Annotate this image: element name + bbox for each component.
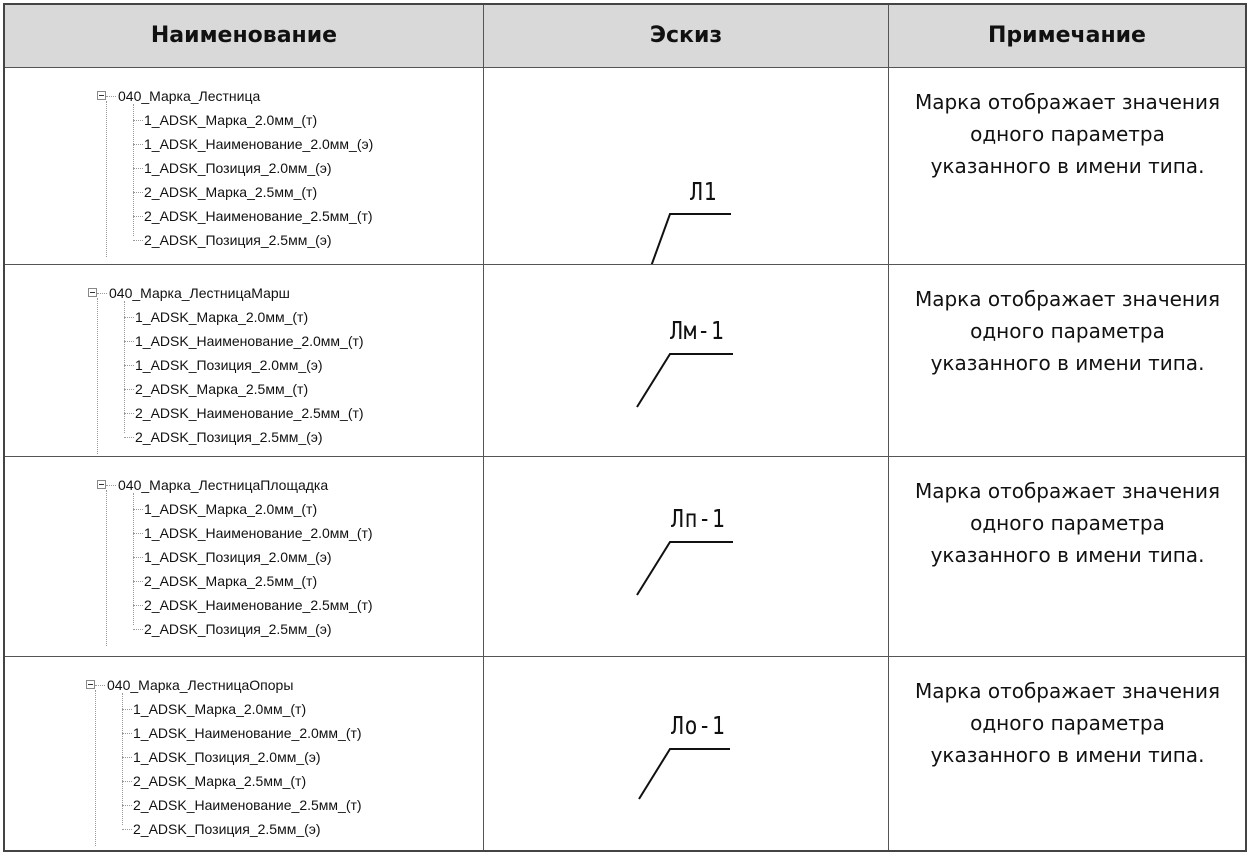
note-line: Марка отображает значения xyxy=(914,90,1221,114)
note-text xyxy=(890,475,1245,571)
tree-connector xyxy=(122,781,132,782)
tree-connector xyxy=(133,629,143,630)
type-tree xyxy=(5,68,483,265)
tree-child-item[interactable]: 1_ADSK_Наименование_2.0мм_(т) xyxy=(133,725,362,741)
mark-label: Лп-1 xyxy=(671,504,726,533)
tree-connector xyxy=(133,557,143,558)
tree-child-item[interactable]: 1_ADSK_Марка_2.0мм_(т) xyxy=(144,501,318,517)
tree-connector xyxy=(97,293,107,294)
type-tree xyxy=(5,657,483,850)
tree-connector xyxy=(122,733,132,734)
mark-label: Л1 xyxy=(690,177,718,206)
tree-child-item[interactable]: 1_ADSK_Позиция_2.0мм_(э) xyxy=(133,749,321,765)
tree-connector xyxy=(133,533,143,534)
tree-child-item[interactable]: 2_ADSK_Наименование_2.5мм_(т) xyxy=(144,597,373,613)
collapse-icon[interactable] xyxy=(97,480,106,489)
tree-child-item[interactable]: 2_ADSK_Позиция_2.5мм_(э) xyxy=(135,429,323,445)
header-sketch: Эскиз xyxy=(649,23,723,48)
table-row xyxy=(5,657,1245,850)
note-line: указанного в имени типа. xyxy=(930,543,1205,567)
tree-child-item[interactable]: 1_ADSK_Наименование_2.0мм_(т) xyxy=(144,525,373,541)
tree-connector xyxy=(133,192,143,193)
leader-line xyxy=(645,214,731,265)
tree-child-item[interactable]: 2_ADSK_Марка_2.5мм_(т) xyxy=(144,184,318,200)
type-tree xyxy=(5,265,483,457)
tree-connector xyxy=(133,240,143,241)
sketch-cell xyxy=(485,457,889,657)
note-text xyxy=(890,86,1245,182)
header-name: Наименование xyxy=(150,23,338,48)
note-line: Марка отображает значения xyxy=(914,679,1221,703)
type-tree xyxy=(5,457,483,657)
table-header xyxy=(5,5,1245,68)
note-line: Марка отображает значения xyxy=(914,479,1221,503)
note-line: Марка отображает значения xyxy=(914,287,1221,311)
tree-child-item[interactable]: 2_ADSK_Марка_2.5мм_(т) xyxy=(135,381,309,397)
table-row xyxy=(5,457,1245,657)
tree-child-item[interactable]: 2_ADSK_Позиция_2.5мм_(э) xyxy=(144,232,332,248)
type-table xyxy=(3,3,1247,852)
tree-connector xyxy=(95,690,96,846)
sketch-cell xyxy=(485,657,889,850)
tree-connector xyxy=(133,581,143,582)
tree-connector xyxy=(124,437,134,438)
leader-line xyxy=(639,749,730,799)
note-line: одного параметра xyxy=(970,511,1165,535)
tree-connector xyxy=(122,829,132,830)
tree-child-item[interactable]: 1_ADSK_Марка_2.0мм_(т) xyxy=(135,309,309,325)
leader-drawing xyxy=(485,457,889,657)
note-text xyxy=(890,675,1245,771)
tree-child-item[interactable]: 2_ADSK_Марка_2.5мм_(т) xyxy=(133,773,307,789)
tree-child-item[interactable]: 2_ADSK_Наименование_2.5мм_(т) xyxy=(135,405,364,421)
tree-connector xyxy=(133,168,143,169)
note-line: одного параметра xyxy=(970,122,1165,146)
tree-connector xyxy=(124,413,134,414)
tree-connector xyxy=(97,298,98,454)
tree-root-item[interactable]: 040_Марка_ЛестницаМарш xyxy=(109,285,290,301)
tree-connector xyxy=(124,389,134,390)
tree-connector xyxy=(106,490,107,646)
tree-connector xyxy=(106,96,116,97)
sketch-cell xyxy=(485,265,889,457)
tree-child-item[interactable]: 2_ADSK_Позиция_2.5мм_(э) xyxy=(144,621,332,637)
tree-child-item[interactable]: 2_ADSK_Позиция_2.5мм_(э) xyxy=(133,821,321,837)
header-note: Примечание xyxy=(988,23,1146,48)
mark-label: Ло-1 xyxy=(671,711,726,740)
tree-root-item[interactable]: 040_Марка_ЛестницаПлощадка xyxy=(118,477,329,493)
tree-connector xyxy=(133,509,143,510)
sketch-cell xyxy=(485,68,889,265)
tree-connector xyxy=(122,757,132,758)
collapse-icon[interactable] xyxy=(88,288,97,297)
mark-label: Лм-1 xyxy=(670,316,725,345)
tree-child-item[interactable]: 1_ADSK_Наименование_2.0мм_(т) xyxy=(135,333,364,349)
note-line: одного параметра xyxy=(970,711,1165,735)
tree-child-item[interactable]: 2_ADSK_Наименование_2.5мм_(т) xyxy=(144,208,373,224)
tree-connector xyxy=(124,341,134,342)
tree-connector xyxy=(133,605,143,606)
tree-connector xyxy=(122,709,132,710)
leader-line xyxy=(637,542,733,595)
tree-child-item[interactable]: 1_ADSK_Позиция_2.0мм_(э) xyxy=(144,549,332,565)
tree-child-item[interactable]: 1_ADSK_Позиция_2.0мм_(э) xyxy=(144,160,332,176)
tree-child-item[interactable]: 1_ADSK_Марка_2.0мм_(т) xyxy=(133,701,307,717)
tree-connector xyxy=(122,805,132,806)
leader-drawing xyxy=(485,657,889,850)
tree-child-item[interactable]: 2_ADSK_Марка_2.5мм_(т) xyxy=(144,573,318,589)
note-line: указанного в имени типа. xyxy=(930,154,1205,178)
leader-drawing xyxy=(485,265,889,457)
note-line: указанного в имени типа. xyxy=(930,743,1205,767)
note-line: указанного в имени типа. xyxy=(930,351,1205,375)
tree-child-item[interactable]: 2_ADSK_Наименование_2.5мм_(т) xyxy=(133,797,362,813)
tree-connector xyxy=(133,216,143,217)
tree-root-item[interactable]: 040_Марка_ЛестницаОпоры xyxy=(107,677,294,693)
note-text xyxy=(890,283,1245,379)
note-line: одного параметра xyxy=(970,319,1165,343)
table-row xyxy=(5,68,1245,265)
tree-child-item[interactable]: 1_ADSK_Наименование_2.0мм_(э) xyxy=(144,136,374,152)
tree-child-item[interactable]: 1_ADSK_Позиция_2.0мм_(э) xyxy=(135,357,323,373)
tree-root-item[interactable]: 040_Марка_Лестница xyxy=(118,88,261,104)
tree-connector xyxy=(133,120,143,121)
leader-drawing xyxy=(485,68,889,265)
leader-line xyxy=(637,354,733,407)
tree-connector xyxy=(106,101,107,257)
table-row xyxy=(5,265,1245,457)
tree-connector xyxy=(95,685,105,686)
tree-connector xyxy=(124,365,134,366)
tree-connector xyxy=(106,485,116,486)
tree-connector xyxy=(133,144,143,145)
collapse-icon[interactable] xyxy=(97,91,106,100)
tree-connector xyxy=(124,317,134,318)
tree-child-item[interactable]: 1_ADSK_Марка_2.0мм_(т) xyxy=(144,112,318,128)
collapse-icon[interactable] xyxy=(86,680,95,689)
